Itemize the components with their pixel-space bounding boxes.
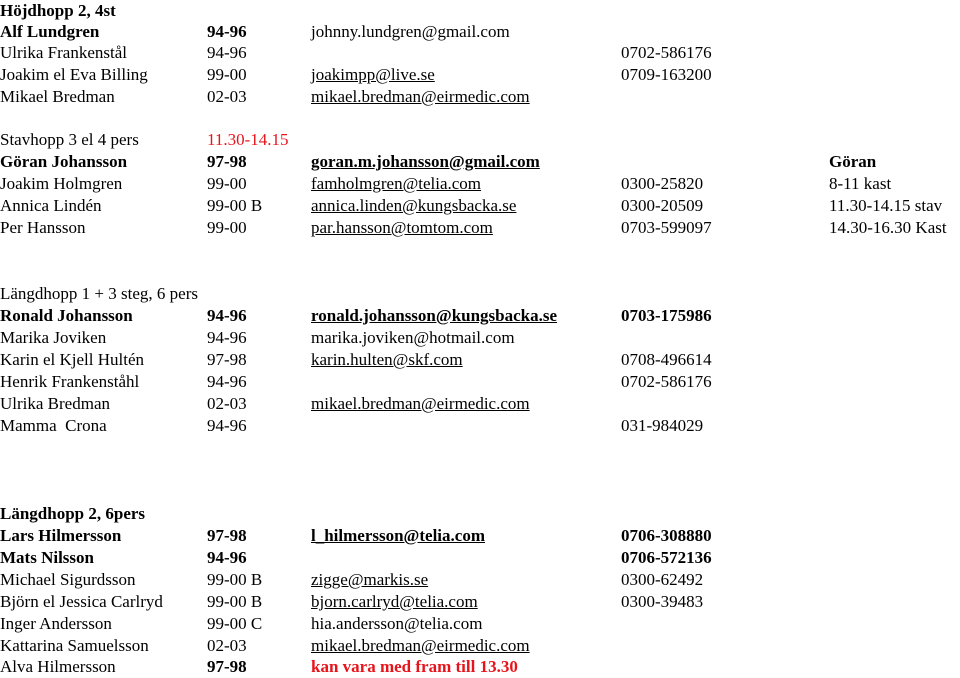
table-row [0,86,960,108]
name-cell: Inger Andersson [0,614,112,633]
email-link[interactable]: mikael.bredman@eirmedic.com [311,87,530,106]
section-title: Stavhopp 3 el 4 pers [0,130,139,149]
name-cell: Lars Hilmersson [0,526,122,545]
email-cell: johnny.lundgren@gmail.com [311,22,510,41]
name-cell: Göran Johansson [0,152,128,171]
year-cell: 97-98 [207,657,247,676]
section-title-hojdhopp [0,0,960,22]
year-cell: 94-96 [207,372,247,391]
table-row [0,656,960,678]
note-cell: 11.30-14.15 stav [829,196,943,215]
availability-note: kan vara med fram till 13.30 [311,657,518,676]
phone-cell: 0703-175986 [621,306,712,325]
table-row [0,569,960,591]
table-row [0,64,960,86]
name-cell: Michael Sigurdsson [0,570,136,589]
phone-cell: 0706-572136 [621,548,712,567]
name-cell: Karin el Kjell Hultén [0,350,144,369]
email-link[interactable]: joakimpp@live.se [311,65,435,84]
year-cell: 94-96 [207,22,247,41]
name-cell: Joakim Holmgren [0,174,123,193]
year-cell: 99-00 B [207,592,263,611]
year-cell: 99-00 B [207,196,263,215]
section-title-langdhopp-2 [0,503,960,525]
phone-cell: 0702-586176 [621,372,712,391]
email-link[interactable]: ronald.johansson@kungsbacka.se [311,306,558,325]
name-cell: Joakim el Eva Billing [0,65,148,84]
section-title-langdhopp-1 [0,283,960,305]
email-link[interactable]: annica.linden@kungsbacka.se [311,196,517,215]
year-cell: 97-98 [207,526,247,545]
email-link[interactable]: bjorn.carlryd@telia.com [311,592,478,611]
section-time: 11.30-14.15 [207,130,289,149]
phone-cell: 0702-586176 [621,43,712,62]
table-row [0,173,960,195]
name-cell: Henrik Frankenståhl [0,372,140,391]
year-cell: 99-00 [207,218,247,237]
year-cell: 97-98 [207,152,247,171]
phone-cell: 0706-308880 [621,526,712,545]
section-title-stavhopp [0,129,960,151]
table-row [0,21,960,43]
table-row [0,305,960,327]
email-link[interactable]: mikael.bredman@eirmedic.com [311,636,530,655]
name-cell: Annica Lindén [0,196,102,215]
year-cell: 94-96 [207,328,247,347]
phone-cell: 0703-599097 [621,218,712,237]
section-title: Längdhopp 1 + 3 steg, 6 pers [0,284,198,303]
email-cell: hia.andersson@telia.com [311,614,483,633]
table-row [0,635,960,657]
name-cell: Per Hansson [0,218,86,237]
phone-cell: 0708-496614 [621,350,712,369]
email-cell: marika.joviken@hotmail.com [311,328,515,347]
year-cell: 02-03 [207,394,247,413]
table-row [0,547,960,569]
email-link[interactable]: karin.hulten@skf.com [311,350,463,369]
email-link[interactable]: par.hansson@tomtom.com [311,218,493,237]
section-title: Höjdhopp 2, 4st [0,1,116,20]
year-cell: 99-00 C [207,614,263,633]
table-row [0,371,960,393]
table-row [0,327,960,349]
phone-cell: 0300-20509 [621,196,704,215]
email-link[interactable]: zigge@markis.se [311,570,429,589]
year-cell: 02-03 [207,87,247,106]
note-cell: 8-11 kast [829,174,892,193]
email-link[interactable]: famholmgren@telia.com [311,174,482,193]
table-row [0,349,960,371]
table-row [0,195,960,217]
table-row [0,415,960,437]
name-cell: Mikael Bredman [0,87,115,106]
table-row [0,151,960,173]
name-cell: Ulrika Bredman [0,394,110,413]
name-cell: Ronald Johansson [0,306,133,325]
name-cell: Mamma Crona [0,416,107,435]
year-cell: 94-96 [207,548,247,567]
year-cell: 99-00 [207,65,247,84]
year-cell: 99-00 B [207,570,263,589]
phone-cell: 0300-39483 [621,592,704,611]
table-row [0,393,960,415]
phone-cell: 0300-62492 [621,570,704,589]
name-cell: Alf Lundgren [0,22,100,41]
year-cell: 94-96 [207,306,247,325]
name-cell: Mats Nilsson [0,548,94,567]
name-cell: Marika Joviken [0,328,107,347]
table-row [0,591,960,613]
year-cell: 97-98 [207,350,247,369]
note-cell: 14.30-16.30 Kast [829,218,947,237]
name-cell: Björn el Jessica Carlryd [0,592,163,611]
table-row [0,217,960,239]
email-link[interactable]: l_hilmersson@telia.com [311,526,485,545]
note-cell: Göran [829,152,877,171]
section-title: Längdhopp 2, 6pers [0,504,146,523]
table-row [0,42,960,64]
email-link[interactable]: goran.m.johansson@gmail.com [311,152,540,171]
phone-cell: 0709-163200 [621,65,712,84]
phone-cell: 0300-25820 [621,174,704,193]
name-cell: Alva Hilmersson [0,657,116,676]
email-link[interactable]: mikael.bredman@eirmedic.com [311,394,530,413]
year-cell: 94-96 [207,43,247,62]
name-cell: Ulrika Frankenstål [0,43,127,62]
table-row [0,613,960,635]
name-cell: Kattarina Samuelsson [0,636,149,655]
phone-cell: 031-984029 [621,416,704,435]
year-cell: 94-96 [207,416,247,435]
year-cell: 02-03 [207,636,247,655]
year-cell: 99-00 [207,174,247,193]
table-row [0,525,960,547]
